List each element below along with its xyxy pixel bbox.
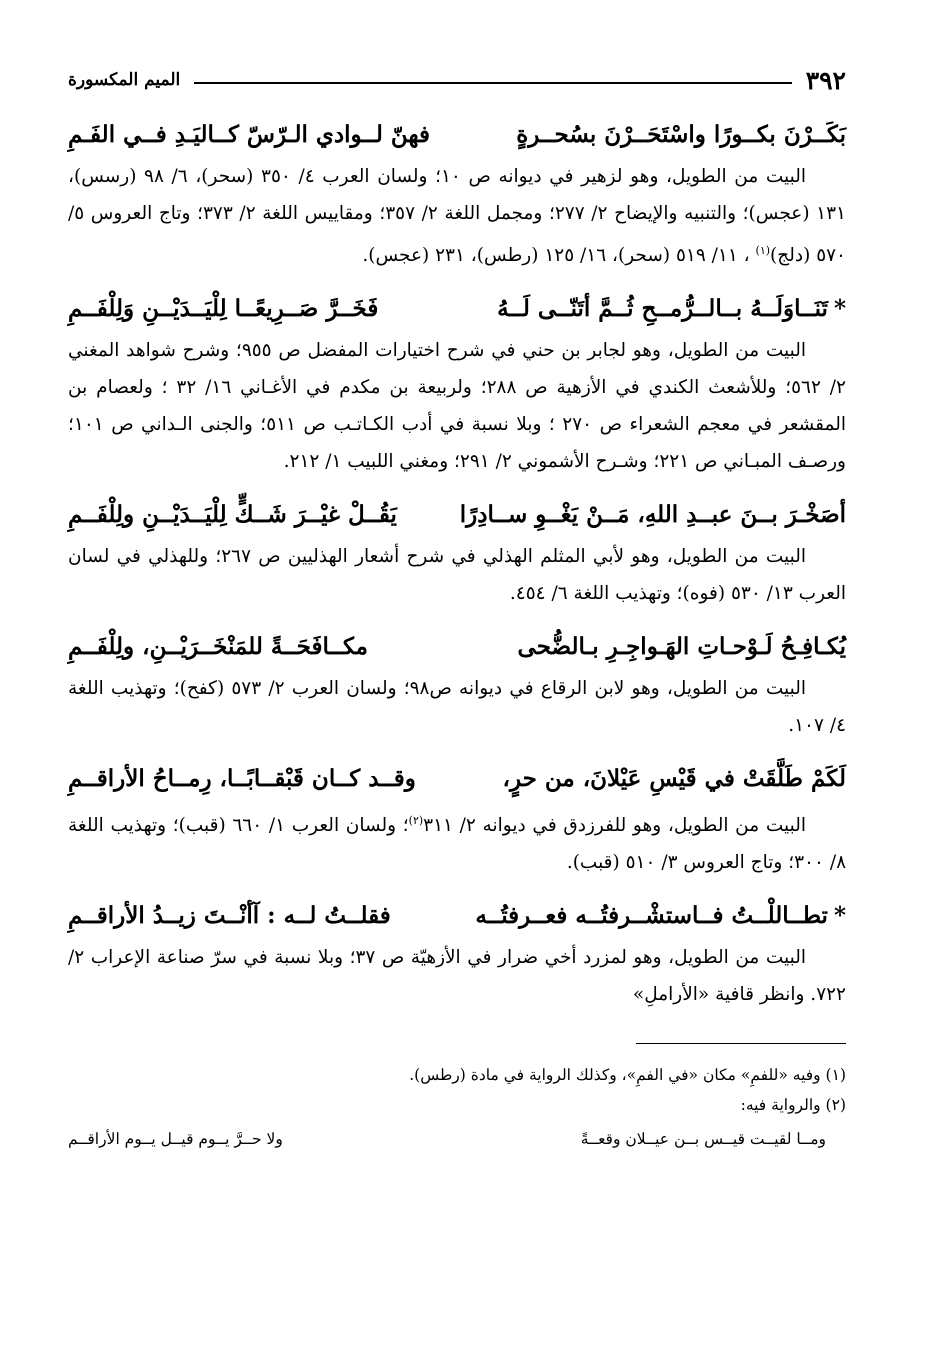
- second-hemistich: مكــافَحَــةً للمَنْخَــرَيْــنِ، ولِلْفَــمِ: [68, 633, 368, 661]
- second-hemistich: يَقُــلْ غيْــرَ شَــكٍّ لِلْيَــدَيْــنِ ولِلْفَــمِ: [68, 501, 397, 529]
- first-hemistich-text: تَنَــاوَلَــهُ بــالــرُّمــحِ ثُــمَّ أتَنّــى لَــهُ: [497, 295, 828, 323]
- verse-commentary: [68, 802, 846, 881]
- second-hemistich: فَخَــرَّ صَــرِيعًــا لِلْيَــدَيْــنِ وَلِلْفَــمِ: [68, 295, 379, 323]
- verse-line: [68, 492, 846, 538]
- second-hemistich: وقــد كــان قَبْقــابًــا، رِمــاحُ الأراقــمِ: [68, 765, 416, 793]
- running-title: الميم المكسورة: [68, 70, 181, 90]
- first-hemistich: لَكَمْ طَلَّقَتْ في قَيْسِ عَيْلانَ، من حرٍ،: [502, 765, 846, 793]
- verse-commentary: البيت من الطويل، وهو لابن الرقاع في ديوانه ص٩٨؛ ولسان العرب ٢/ ٥٧٣ (كفح)؛ وتهذيب اللغة ٤/ ١٠٧.: [68, 678, 846, 737]
- book-page: [68, 60, 846, 1154]
- verse-line: [68, 893, 846, 939]
- verse-entry: [68, 112, 846, 274]
- footnote-separator: [636, 1043, 846, 1044]
- footnote-2-verse: [68, 1124, 846, 1154]
- verse-entry: [68, 492, 846, 612]
- verse-commentary: البيت من الطويل، وهو لجابر بن حني في شرح اختيارات المفضل ص ٩٥٥؛ وشرح شواهد المغني ٢/ ٥٦٢؛ وللأشعث الكندي في الأزهية ص ٢٨٨؛ ولربيعة بن مكدم في الأغـاني ١٦/ ٣٢ ؛ ولعصام بن المقشعر في معجم الشعراء ص ٢٧٠ ؛ وبلا نسبة في أدب الكـاتـب ص ٥١١؛ والجنى الـداني ص ١٠١؛ ورصـف المبـاني ص ٢٢١؛ وشـرح الأشموني ٢/ ٢٩١؛ ومغني اللبيب ١/ ٢١٢.: [68, 340, 846, 473]
- verse-commentary: البيت من الطويل، وهو لمزرد أخي ضرار في الأزهيّة ص ٣٧؛ وبلا نسبة في سرّ صناعة الإعراب ٢/ ٧٢٢. وانظر قافية «الأراملِ»: [68, 947, 846, 1006]
- verse-entry: [68, 893, 846, 1013]
- footnote-2-intro: (٢) والرواية فيه:: [740, 1096, 846, 1115]
- footnote-1: (١) وفيه «للفمِ» مكان «في الفمِ»، وكذلك الرواية في مادة (رطس).: [409, 1066, 846, 1085]
- verse-entry: [68, 624, 846, 744]
- verse-line: [68, 112, 846, 158]
- verse-commentary: البيت من الطويل، وهو لأبي المثلم الهذلي في شرح أشعار الهذليين ص ٢٦٧؛ وللهذلي في لسان العرب ١٣/ ٥٣٠ (فوه)؛ وتهذيب اللغة ٦/ ٤٥٤.: [68, 546, 846, 605]
- verse-line: [68, 756, 846, 802]
- header-rule: [194, 82, 791, 84]
- footnote-marker: (٢): [408, 814, 424, 828]
- first-hemistich: بَكَــرْنَ بكــورًا واسْتَحَــرْنَ بسُحــرةٍ: [516, 121, 846, 148]
- commentary-text-continued: ؛ ولسان العرب ١/ ٦٦٠ (قبب)؛ وتهذيب اللغة ٨/ ٣٠٠؛ وتاج العروس ٣/ ٥١٠ (قبب).: [68, 815, 846, 874]
- footnote-marker: (١): [755, 244, 771, 257]
- first-hemistich: يُكـافِـحُ لَـوْحـاتِ الهَـواجِـرِ بـالضُّحى: [517, 633, 846, 661]
- page-number: ٣٩٢: [805, 65, 846, 95]
- first-hemistich: [475, 893, 846, 939]
- second-hemistich: فقلــتُ لــه : آأنْــتَ زيــدُ الأراقــمِ: [68, 902, 391, 930]
- second-hemistich: فهنّ لــوادي الـرّسّ كــاليَـدِ فــي الفَـمِ: [68, 121, 430, 148]
- verse-line: [68, 624, 846, 670]
- verse-line: [68, 286, 846, 332]
- verse-entry: [68, 286, 846, 480]
- commentary-text-continued: ، ١١/ ٥١٩ (سحر)، ١٦/ ١٢٥ (رطس)، ٢٣١ (عجس).: [362, 245, 756, 267]
- verse-entry: [68, 756, 846, 881]
- first-hemistich: [497, 286, 846, 332]
- star-marker: *: [833, 902, 846, 930]
- footnote-first-hemistich: ومــا لقيــت قيــس بــن عيــلان وقعــةً: [580, 1130, 826, 1149]
- footnote-second-hemistich: ولا حــرَّ يــوم قيــل يــوم الأراقــم: [68, 1130, 283, 1149]
- footnotes: [68, 1060, 846, 1154]
- verse-commentary: [68, 158, 846, 274]
- first-hemistich: أصَخْـرَ بــنَ عبــدِ اللهِ، مَــنْ يَغْــوِ ســادِرًا: [459, 501, 846, 529]
- first-hemistich-text: تطــاللْــتُ فــاستشْــرفتُــه فعــرفتُــه: [475, 902, 828, 930]
- page-header: [68, 60, 846, 100]
- commentary-text: البيت من الطويل، وهو للفرزدق في ديوانه ٢/ ٣١١: [423, 815, 806, 837]
- star-marker: *: [833, 295, 846, 323]
- commentary-text: البيت من الطويل، وهو لزهير في ديوانه ص ١٠؛ ولسان العرب ٤/ ٣٥٠ (سحر)، ٦/ ٩٨ (رسس)، ١٣١ (عجس)؛ والتنبيه والإيضاح ٢/ ٢٧٧؛ ومجمل اللغة ٢/ ٣٥٧؛ ومقاييس اللغة ٢/ ٣٧٣؛ وتاج العروس ٥/ ٥٧٠ (دلج): [68, 166, 846, 267]
